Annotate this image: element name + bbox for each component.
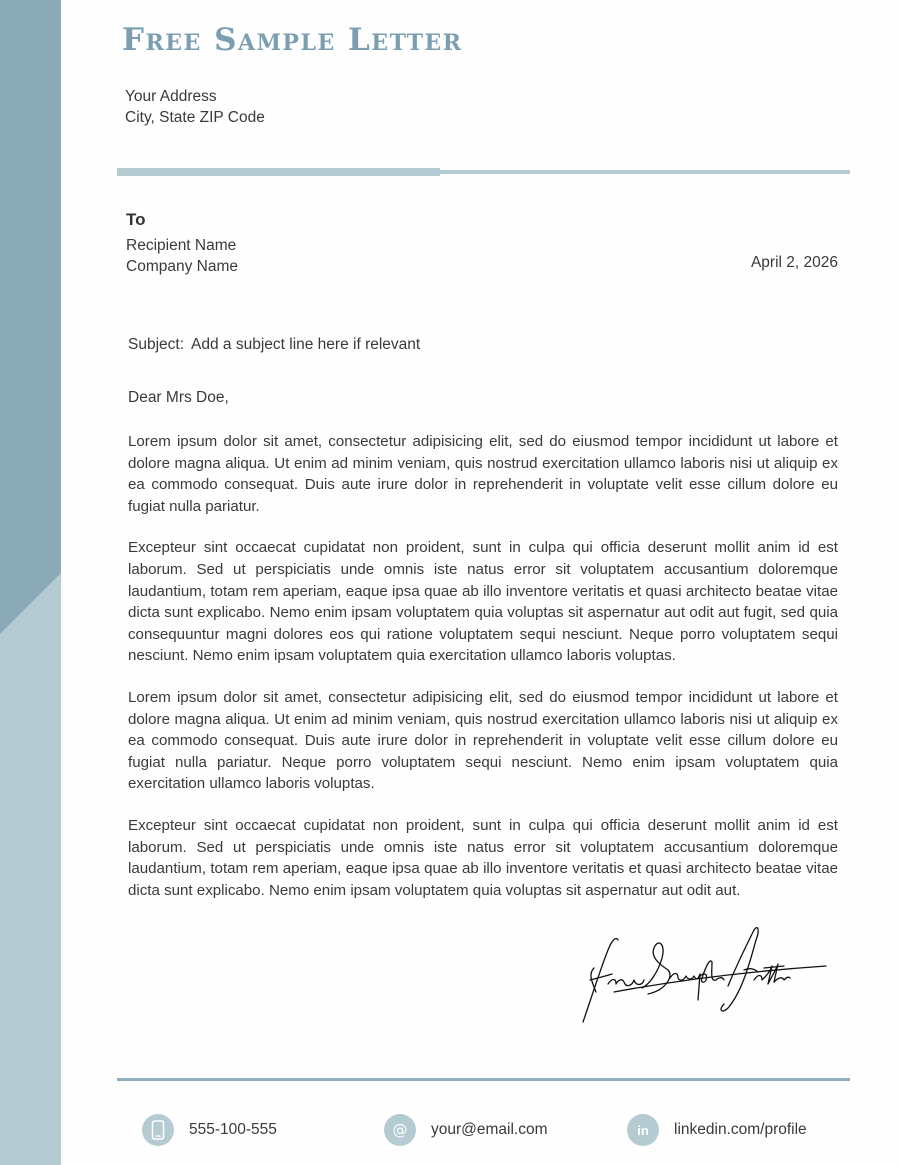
sidebar-decoration <box>0 0 61 1165</box>
salutation: Dear Mrs Doe, <box>128 389 229 406</box>
subject-label: Subject: <box>128 336 185 353</box>
contact-linkedin <box>627 1114 807 1146</box>
to-label: To <box>126 210 146 229</box>
sender-address-line2: City, State ZIP Code <box>125 109 265 126</box>
sidebar-dark-band <box>0 0 61 634</box>
letterhead-title: Free Sample Letter <box>122 22 463 58</box>
handwritten-signature <box>578 922 830 1030</box>
recipient-block <box>126 235 238 277</box>
body-paragraph: Lorem ipsum dolor sit amet, consectetur adipisicing elit, sed do eiusmod tempor incididunt ut labore et dolore magna aliqua. Ut enim ad minim veniam, quis nostrud exercitation ullamco laboris nisi ut aliquip ex ea commodo consequat. Duis aute irure dolor in reprehenderit in voluptate velit esse cillum dolore eu fugiat nulla pariatur. <box>128 433 838 515</box>
sender-address <box>125 86 265 128</box>
body-paragraph: Lorem ipsum dolor sit amet, consectetur adipisicing elit, sed do eiusmod tempor incididunt ut labore et dolore magna aliqua. Ut enim ad minim veniam, quis nostrud exercitation ullamco laboris nisi ut aliquip ex ea commodo consequat. Duis aute irure dolor in reprehenderit in voluptate velit esse cillum dolore eu fugiat nulla pariatur. Neque porro voluptatem sequi nesciunt. Nemo enim ipsam voluptatem quia exercitation ullamco laboris voluptas. <box>128 688 838 793</box>
recipient-company: Company Name <box>126 258 238 275</box>
body-paragraph: Excepteur sint occaecat cupidatat non proident, sunt in culpa qui officia deserunt mollit anim id est laborum. Sed ut perspiciatis unde omnis iste natus error sit voluptatem accusantium doloremque laudantium, totam rem aperiam, eaque ipsa quae ab illo inventore veritatis et quasi architecto beatae vitae dicta sunt explicabo. Nemo enim ipsam voluptatem quia voluptas sit aspernatur aut odit aut. <box>128 816 838 899</box>
header-divider-thin <box>440 170 850 174</box>
sender-address-line1: Your Address <box>125 88 217 105</box>
at-icon: @ <box>384 1114 416 1146</box>
subject-text: Add a subject line here if relevant <box>191 336 421 353</box>
email-address: your@email.com <box>431 1121 548 1138</box>
letter-body <box>128 431 838 921</box>
linkedin-url: linkedin.com/profile <box>674 1121 807 1138</box>
contact-email <box>384 1114 548 1146</box>
subject-line <box>128 336 420 354</box>
header-divider-thick <box>117 168 440 176</box>
linkedin-icon: in <box>627 1114 659 1146</box>
recipient-name: Recipient Name <box>126 237 237 254</box>
header-divider <box>117 168 850 176</box>
contact-phone <box>142 1114 277 1146</box>
body-paragraph: Excepteur sint occaecat cupidatat non proident, sunt in culpa qui officia deserunt mollit anim id est laborum. Sed ut perspiciatis unde omnis iste natus error sit voluptatem accusantium doloremque laudantium, totam rem aperiam, eaque ipsa quae ab illo inventore veritatis et quasi architecto beatae vitae dicta sunt explicabo. Nemo enim ipsam voluptatem quia voluptas sit aspernatur aut odit aut fugit, sed quia consequuntur magni dolores eos qui ratione voluptatem sequi nesciunt. Neque porro voluptatem sequi nesciunt. Nemo enim ipsam voluptatem quia exercitation ullamco laboris voluptas. <box>128 539 838 665</box>
footer-divider <box>117 1078 850 1081</box>
phone-icon <box>142 1114 174 1146</box>
letter-date: April 2, 2026 <box>750 254 838 271</box>
phone-number: 555-100-555 <box>189 1121 277 1138</box>
